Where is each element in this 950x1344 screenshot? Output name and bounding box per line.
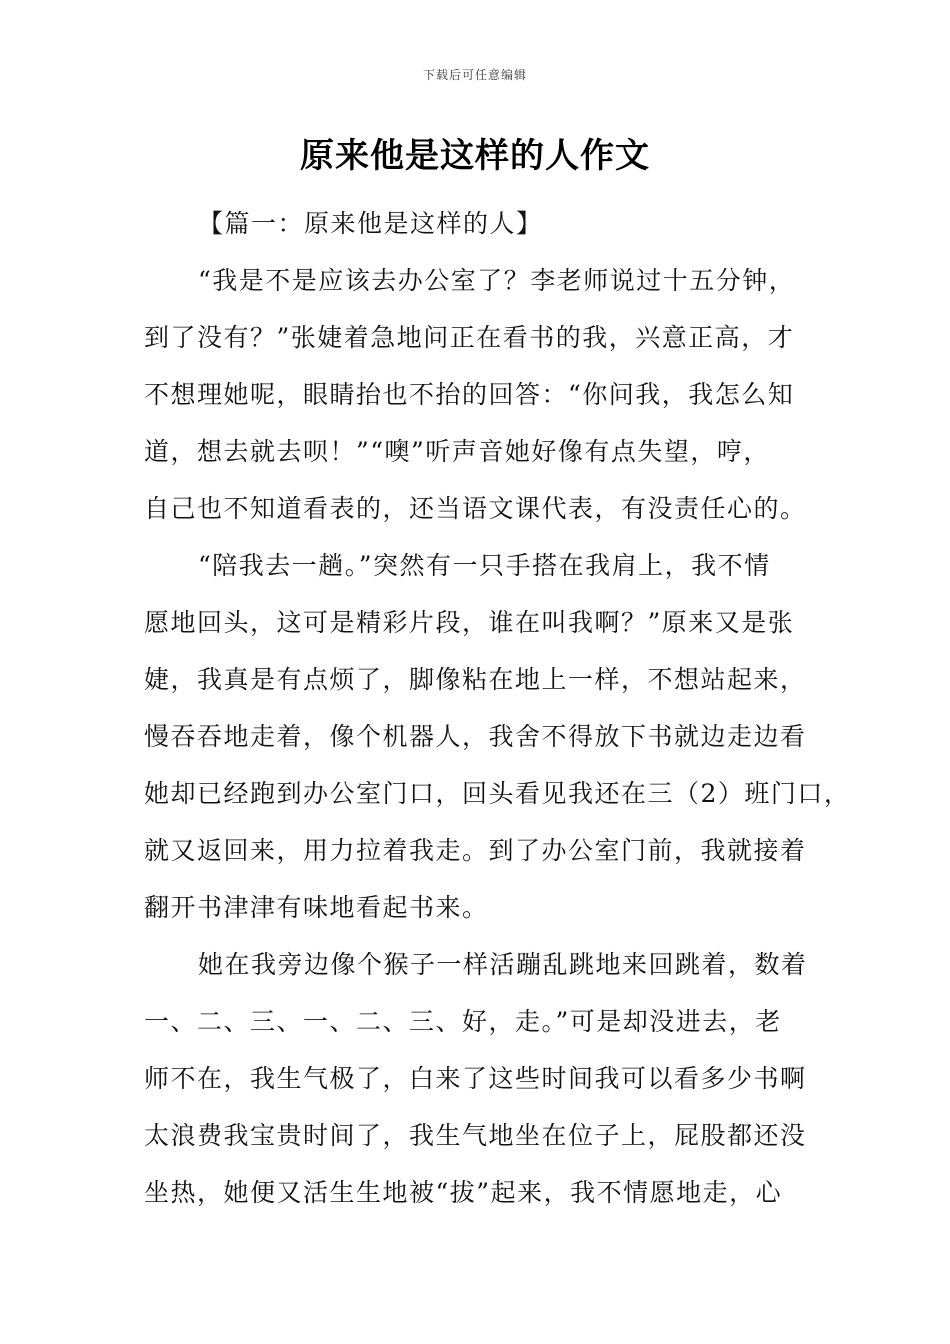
paragraph-line: 就又返回来，用力拉着我走。到了办公室门前，我就接着 — [144, 836, 807, 865]
paragraph-line: 翻开书津津有味地看起书来。 — [144, 893, 489, 922]
paragraph-line: 道，想去就去呗！”“噢”听声音她好像有点失望，哼， — [144, 437, 770, 466]
paragraph-line: 她却已经跑到办公室门口，回头看见我还在三（2）班门口， — [144, 779, 851, 808]
header-note: 下载后可任意编辑 — [422, 68, 527, 82]
paragraph-line: 到了没有？”张婕着急地问正在看书的我，兴意正高，才 — [144, 323, 795, 352]
paragraph-line: 慢吞吞地走着，像个机器人，我舍不得放下书就边走边看 — [144, 722, 807, 751]
paragraph-line: “我是不是应该去办公室了？李老师说过十五分钟， — [198, 266, 796, 295]
paragraph-line: “陪我去一趟。”突然有一只手搭在我肩上，我不情 — [198, 551, 771, 580]
paragraph-3 — [144, 943, 816, 1228]
paragraph-line: 太浪费我宝贵时间了，我生气地坐在位子上，屁股都还没 — [144, 1121, 807, 1150]
paragraph-line: 愿地回头，这可是精彩片段，谁在叫我啊？”原来又是张 — [144, 608, 795, 637]
paragraph-line: 师不在，我生气极了，白来了这些时间我可以看多少书啊 — [144, 1064, 807, 1093]
document-body — [144, 202, 851, 1228]
paragraph-1 — [144, 259, 816, 544]
paragraph-line: 她在我旁边像个猴子一样活蹦乱跳地来回跳着，数着 — [198, 950, 808, 979]
paragraph-line: 自己也不知道看表的，还当语文课代表，有没责任心的。 — [144, 494, 807, 523]
section-heading: 【篇一：原来他是这样的人】 — [198, 209, 543, 238]
paragraph-line: 婕，我真是有点烦了，脚像粘在地上一样，不想站起来， — [144, 665, 807, 694]
paragraph-line: 一、二、三、一、二、三、好，走。”可是却没进去，老 — [144, 1007, 782, 1036]
paragraph-line: 坐热，她便又活生生地被“拔”起来，我不情愿地走，心 — [144, 1178, 783, 1207]
paragraph-line: 不想理她呢，眼睛抬也不抬的回答：“你问我，我怎么知 — [144, 380, 795, 409]
document-title: 原来他是这样的人作文 — [300, 136, 650, 176]
paragraph-2 — [144, 544, 851, 943]
